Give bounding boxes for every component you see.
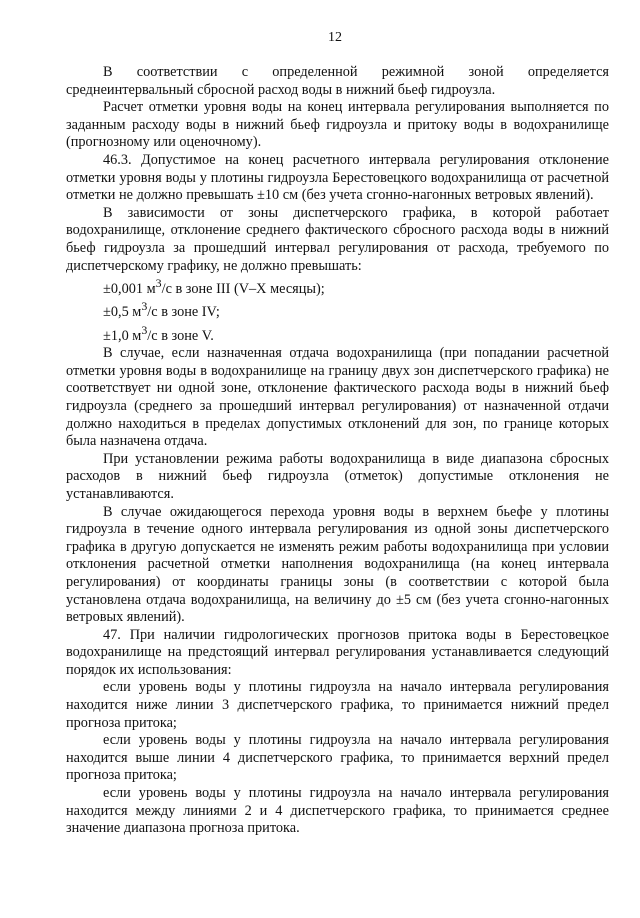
paragraph-lower-limit: если уровень воды у плотины гидроузла на начало интервала регулирования находится ниже линии 3 диспетчерского графика, то принимается нижний предел прогноза притока; [66,679,609,731]
paragraph-47: 47. При наличии гидрологических прогнозов притока воды в Берестовецкое водохранилище на предстоящий интервал регулирования устанавливается следующий порядок их использования: [66,626,609,678]
paragraph-level-calculation: Расчет отметки уровня воды на конец интервала регулирования выполняется по заданным расходу воды в нижний бьеф гидроузла и притоку воды в водохранилище (прогнозному или оценочному). [66,99,609,151]
paragraph-upper-limit: если уровень воды у плотины гидроузла на начало интервала регулирования находится выше линии 4 диспетчерского графика, то принимается верхний предел прогноза притока; [66,732,609,784]
paragraph-zone-transition: В случае ожидающегося перехода уровня воды в верхнем бьефе у плотины гидроузла в течение одного интервала регулирования из одной зоны диспетчерского графика в другую допускается не изменять режим работы водохранилища при условии отклонения расчетной отметки наполнения водохранилища (на конец интервала регулирования) от координаты границы зоны (в соответствии с которой была установлена отдача водохранилища, на величину до ±5 см (без учета сгонно-нагонных ветровых явлений). [66,503,609,626]
list-item: ±1,0 $м^3/с$ в зоне V. [103,322,214,344]
document-body [66,64,609,838]
page-number: 12 [328,30,342,45]
paragraph-discharge-zone: В соответствии с определенной режимной зоной определяется среднеинтервальный сбросной расход воды в нижний бьеф гидроузла. [66,64,609,98]
list-item: ±0,5 $м^3/с$ в зоне IV; [103,299,220,321]
list-item: ±0,001 $м^3/с$ в зоне III (V–X месяцы); [103,276,325,297]
deviation-limits-list [66,275,609,345]
paragraph-zone-boundary: В случае, если назначенная отдача водохранилища (при попадании расчетной отметки уровня воды в водохранилище на границу двух зон диспетчерского графика) не соответствует ни одной зоне, отклонение фактического расхода воды в нижний бьеф гидроузла (среднего за прошедший интервал регулирования) от назначенной отдачи должно находиться в пределах допустимых отклонений для зон, по границе которых была назначена отдача. [66,345,609,450]
paragraph-discharge-range: При установлении режима работы водохранилища в виде диапазона сбросных расходов в нижний бьеф гидроузла (отметок) допустимые отклонения не устанавливаются. [66,450,609,502]
paragraph-46-3: 46.3. Допустимое на конец расчетного интервала регулирования отклонение отметки уровня воды у плотины гидроузла Берестовецкого водохранилища от расчетной отметки не должно превышать ±10 см (без учета сгонно-нагонных ветровых явлений). [66,151,609,204]
paragraph-mean-value: если уровень воды у плотины гидроузла на начало интервала регулирования находится между линиями 2 и 4 диспетчерского графика, то принимается среднее значение диапазона прогноза притока. [66,785,609,837]
paragraph-deviation-limits: В зависимости от зоны диспетчерского графика, в которой работает водохранилище, отклонение среднего фактического сбросного расхода воды в нижний бьеф гидроузла за прошедший интервал регулирования от расхода, требуемого по диспетчерскому графику, не должно превышать: [66,204,609,274]
